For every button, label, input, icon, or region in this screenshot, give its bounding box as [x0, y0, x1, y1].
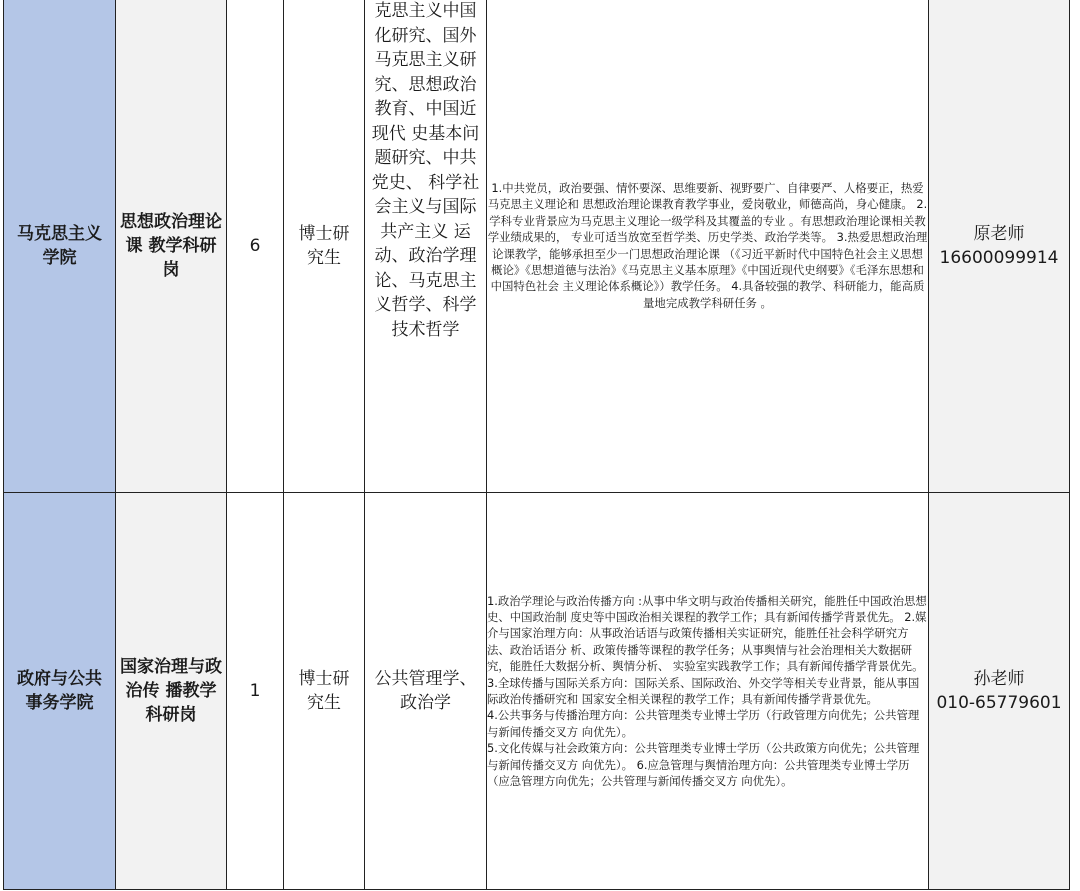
- education-value: 博士研究生: [298, 669, 350, 713]
- table-row: [4, 0, 1070, 493]
- requirements-cell: [487, 0, 929, 493]
- headcount-value: 6: [249, 235, 261, 256]
- education-cell: [284, 493, 365, 890]
- college-cell: [4, 493, 116, 890]
- headcount-cell: [227, 0, 284, 493]
- requirements-paragraph: 1.政治学理论与政治传播方向 :从事中华文明与政治传播相关研究，能胜任中国政治思想史、中国政治制 度史等中国政治相关课程的教学工作；具有新闻传播学背景优先。 2.媒介与国家治理方向：从事政治话语与政策传播相关实证研究，能胜任社会科学研究方法、政治话语分 析、政策传播等课程的教学任务；从事舆情与社会治理相关大数据研究，能胜任大数据分析、舆情分析、 实验室实践教学工作；具有新闻传播学背景优先。 3.全球传播与国际关系方向：国际关系、国际政治、外交学等相关专业背景，能从事国际政治传播研究和 国家安全相关课程的教学工作；具有新闻传播学背景优先。: [487, 593, 927, 706]
- college-cell: [4, 0, 116, 493]
- contact-name: 原老师: [973, 223, 1025, 244]
- education-value: 博士研究生: [298, 223, 350, 268]
- major-cell: [365, 493, 487, 890]
- contact-cell: [929, 493, 1070, 890]
- contact-cell: [929, 0, 1070, 493]
- requirements-cell: [487, 493, 929, 890]
- contact-phone: 16600099914: [939, 247, 1059, 268]
- major-cell: [365, 0, 487, 493]
- position-cell: [116, 0, 227, 493]
- position-cell: [116, 493, 227, 890]
- table-row: [4, 493, 1070, 890]
- requirements-paragraph: 4.公共事务与传播治理方向：公共管理类专业博士学历（行政管理方向优先；公共管理与新闻传播交叉方 向优先）。: [487, 708, 920, 739]
- college-name: 马克思主义学院: [17, 223, 102, 268]
- contact-phone: 010-65779601: [936, 693, 1062, 713]
- headcount-value: 1: [249, 681, 261, 701]
- headcount-cell: [227, 493, 284, 890]
- major-value: 克思主义中国 化研究、国外马克思主义研究、思想政治教育、中国近现代 史基本问题研究、中共党史、 科学社会主义与国际共产主义 运动、政治学理论、马克思主 义哲学、科学技术哲学: [371, 1, 480, 340]
- position-name: 思想政治理论课 教学科研岗: [120, 211, 222, 280]
- recruitment-table: [3, 0, 1070, 890]
- requirements-text: 1.中共党员，政治要强、情怀要深、思维要新、视野要广、自律要严、人格要正，热爱马克思主义理论和 思想政治理论课教育教学事业，爱岗敬业，师德高尚，身心健康。 2.学科专业背景应为马克思主义理论一级学科及其覆盖的专业 。有思想政治理论课相关教学业绩成果的， 专业可适当放宽至哲学类、历史学类、政治学类等。 3.热爱思想政治理论课教学，能够承担至少一门思想政治理论课 （《习近平新时代中国特色社会主义思想 概论》《思想道德与法治》《马克思主义基本原理》《中国近现代史纲要》《毛泽东思想和中国特色社会 主义理论体系概论》）教学任务。 4.具备较强的教学、科研能力，能高质量地完成教学科研任务 。: [487, 180, 928, 310]
- position-name: 国家治理与政治传 播教学科研岗: [120, 657, 222, 725]
- requirements-paragraph: 5.文化传媒与社会政策方向：公共管理类专业博士学历（公共政策方向优先；公共管理与新闻传播交叉方 向优先）。 6.应急管理与舆情治理方向：公共管理类专业博士学历（应急管理方向优先；公共管理与新闻传播交叉方 向优先）。: [487, 741, 920, 789]
- contact-name: 孙老师: [973, 669, 1025, 689]
- college-name: 政府与公共事务学院: [17, 669, 102, 713]
- education-cell: [284, 0, 365, 493]
- major-value: 公共管理学、政治学: [374, 668, 477, 713]
